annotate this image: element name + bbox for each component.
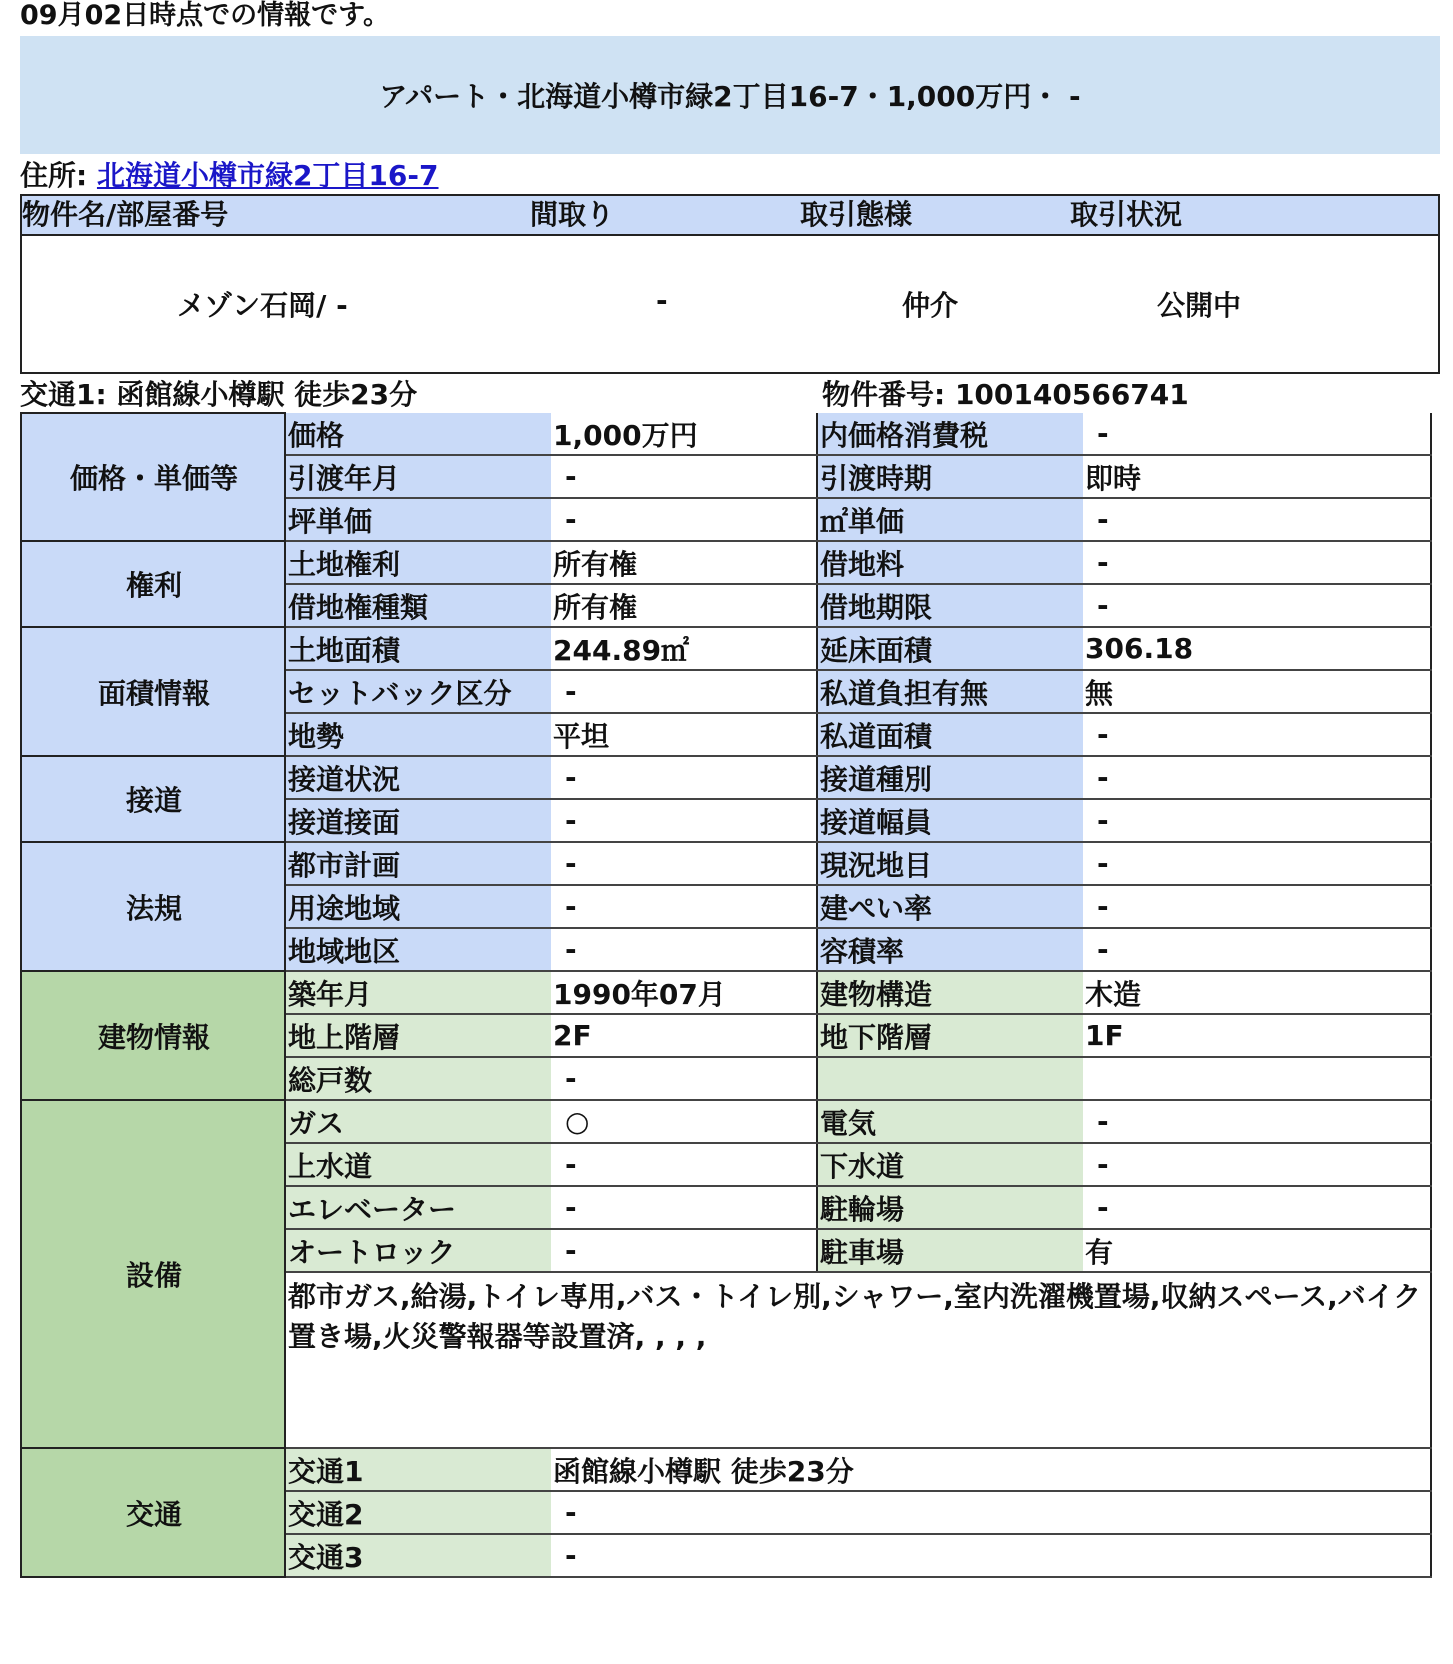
as-of-notice: 09月02日時点での情報です。: [20, 0, 390, 31]
field-label: 引渡年月: [285, 455, 551, 498]
field-label: 上水道: [285, 1143, 551, 1186]
field-label: 接道接面: [285, 799, 551, 842]
field-label: 地上階層: [285, 1014, 551, 1057]
property-sheet: [20, 0, 1440, 1578]
field-value: -: [551, 498, 817, 541]
field-value: -: [551, 756, 817, 799]
field-value: -: [1083, 928, 1431, 971]
summary-row: [20, 234, 1440, 374]
field-label: 築年月: [285, 971, 551, 1014]
field-label: 用途地域: [285, 885, 551, 928]
spec-row: [21, 1448, 1431, 1491]
field-label: オートロック: [285, 1229, 551, 1272]
layout-value: -: [656, 284, 668, 317]
section-title-equipment: 設備: [21, 1100, 285, 1448]
property-number-label: 物件番号:: [822, 378, 946, 411]
field-label: 接道種別: [817, 756, 1083, 799]
field-label: 地勢: [285, 713, 551, 756]
field-label: 引渡時期: [817, 455, 1083, 498]
field-label: 駐車場: [817, 1229, 1083, 1272]
field-value: -: [1083, 498, 1431, 541]
section-title-price: 価格・単価等: [21, 413, 285, 541]
field-value: ○: [551, 1100, 817, 1143]
name-room-value: メゾン石岡/ -: [177, 289, 348, 322]
section-title-law: 法規: [21, 842, 285, 971]
section-title-rights: 権利: [21, 541, 285, 627]
spec-row: [21, 971, 1431, 1014]
field-value: 即時: [1083, 455, 1431, 498]
field-value: -: [1083, 1100, 1431, 1143]
field-label: 交通2: [285, 1491, 551, 1534]
field-value: -: [551, 455, 817, 498]
property-banner: アパート・北海道小樽市緑2丁目16-7・1,000万円・ -: [20, 36, 1440, 154]
transport-summary: [20, 374, 417, 416]
field-label: 土地権利: [285, 541, 551, 584]
field-label: 建物構造: [817, 971, 1083, 1014]
field-value: -: [551, 799, 817, 842]
field-label: 接道状況: [285, 756, 551, 799]
transaction-status-value: 公開中: [1157, 289, 1242, 322]
info-line: [20, 374, 1440, 412]
field-value: -: [1083, 1143, 1431, 1186]
section-title-road: 接道: [21, 756, 285, 842]
field-value: -: [551, 1534, 1431, 1577]
field-value: -: [1083, 756, 1431, 799]
field-value: 所有権: [551, 541, 817, 584]
field-label: 価格: [285, 413, 551, 455]
field-label: 地域地区: [285, 928, 551, 971]
field-label: 接道幅員: [817, 799, 1083, 842]
field-value: -: [551, 1057, 817, 1100]
field-label: 私道面積: [817, 713, 1083, 756]
transaction-type-value: 仲介: [902, 289, 959, 322]
field-label: セットバック区分: [285, 670, 551, 713]
field-label: 私道負担有無: [817, 670, 1083, 713]
field-value: [1083, 1057, 1431, 1100]
field-value: 306.18: [1083, 627, 1431, 670]
address-line: [20, 154, 1440, 194]
field-label: 土地面積: [285, 627, 551, 670]
field-label: 借地料: [817, 541, 1083, 584]
header-name-room: 物件名/部屋番号: [22, 198, 229, 231]
field-value: -: [551, 928, 817, 971]
field-value: -: [1083, 885, 1431, 928]
spec-row: [21, 541, 1431, 584]
field-value: -: [1083, 799, 1431, 842]
field-label: 坪単価: [285, 498, 551, 541]
header-transaction-status: 取引状況: [1070, 198, 1183, 231]
spec-row: [21, 627, 1431, 670]
field-value: 2F: [551, 1014, 817, 1057]
property-number-value: 100140566741: [954, 378, 1189, 411]
address-label: 住所:: [20, 159, 88, 192]
summary-header: [20, 194, 1440, 234]
field-label: 交通3: [285, 1534, 551, 1577]
field-value: -: [551, 1186, 817, 1229]
field-value: -: [551, 842, 817, 885]
field-label: 借地期限: [817, 584, 1083, 627]
field-label: [817, 1057, 1083, 1100]
field-value: -: [1083, 541, 1431, 584]
field-value: 函館線小樽駅 徒歩23分: [551, 1448, 1431, 1491]
field-label: 容積率: [817, 928, 1083, 971]
field-value: 有: [1083, 1229, 1431, 1272]
field-value: -: [1083, 413, 1431, 455]
field-label: 総戸数: [285, 1057, 551, 1100]
section-title-area: 面積情報: [21, 627, 285, 756]
field-label: 下水道: [817, 1143, 1083, 1186]
field-value: 所有権: [551, 584, 817, 627]
equipment-notes: 都市ガス,給湯,トイレ専用,バス・トイレ別,シャワー,室内洗濯機置場,収納スペース,バイク置き場,火災警報器等設置済, , , ,: [285, 1272, 1431, 1448]
section-title-building: 建物情報: [21, 971, 285, 1100]
header-transaction-type: 取引態様: [800, 198, 913, 231]
field-value: 無: [1083, 670, 1431, 713]
field-label: ㎡単価: [817, 498, 1083, 541]
spec-row: [21, 756, 1431, 799]
field-label: 都市計画: [285, 842, 551, 885]
field-value: 木造: [1083, 971, 1431, 1014]
field-label: 地下階層: [817, 1014, 1083, 1057]
spec-row: [21, 842, 1431, 885]
field-label: 現況地目: [817, 842, 1083, 885]
field-value: -: [551, 670, 817, 713]
field-label: 駐輪場: [817, 1186, 1083, 1229]
field-value: 1F: [1083, 1014, 1431, 1057]
field-value: 244.89㎡: [551, 627, 817, 670]
field-label: 借地権種類: [285, 584, 551, 627]
field-label: エレベーター: [285, 1186, 551, 1229]
field-label: 延床面積: [817, 627, 1083, 670]
section-title-access: 交通: [21, 1448, 285, 1577]
field-value: -: [1083, 842, 1431, 885]
field-value: 平坦: [551, 713, 817, 756]
field-value: -: [1083, 1186, 1431, 1229]
field-label: 建ぺい率: [817, 885, 1083, 928]
field-value: -: [1083, 584, 1431, 627]
field-value: -: [1083, 713, 1431, 756]
spec-row: [21, 1100, 1431, 1143]
field-value: -: [551, 1491, 1431, 1534]
field-value: 1,000万円: [551, 413, 817, 455]
property-number: [822, 374, 1189, 416]
field-value: -: [551, 1229, 817, 1272]
field-label: ガス: [285, 1100, 551, 1143]
field-value: -: [551, 885, 817, 928]
field-value: 1990年07月: [551, 971, 817, 1014]
header-layout: 間取り: [530, 198, 615, 231]
spec-row: [21, 413, 1431, 455]
field-value: -: [551, 1143, 817, 1186]
field-label: 交通1: [285, 1448, 551, 1491]
spec-table: [20, 412, 1432, 1578]
field-label: 電気: [817, 1100, 1083, 1143]
field-label: 内価格消費税: [817, 413, 1083, 455]
address-link[interactable]: 北海道小樽市緑2丁目16-7: [96, 159, 439, 192]
transport-label: 交通1:: [20, 378, 107, 411]
transport-value: 函館線小樽駅 徒歩23分: [116, 378, 418, 411]
